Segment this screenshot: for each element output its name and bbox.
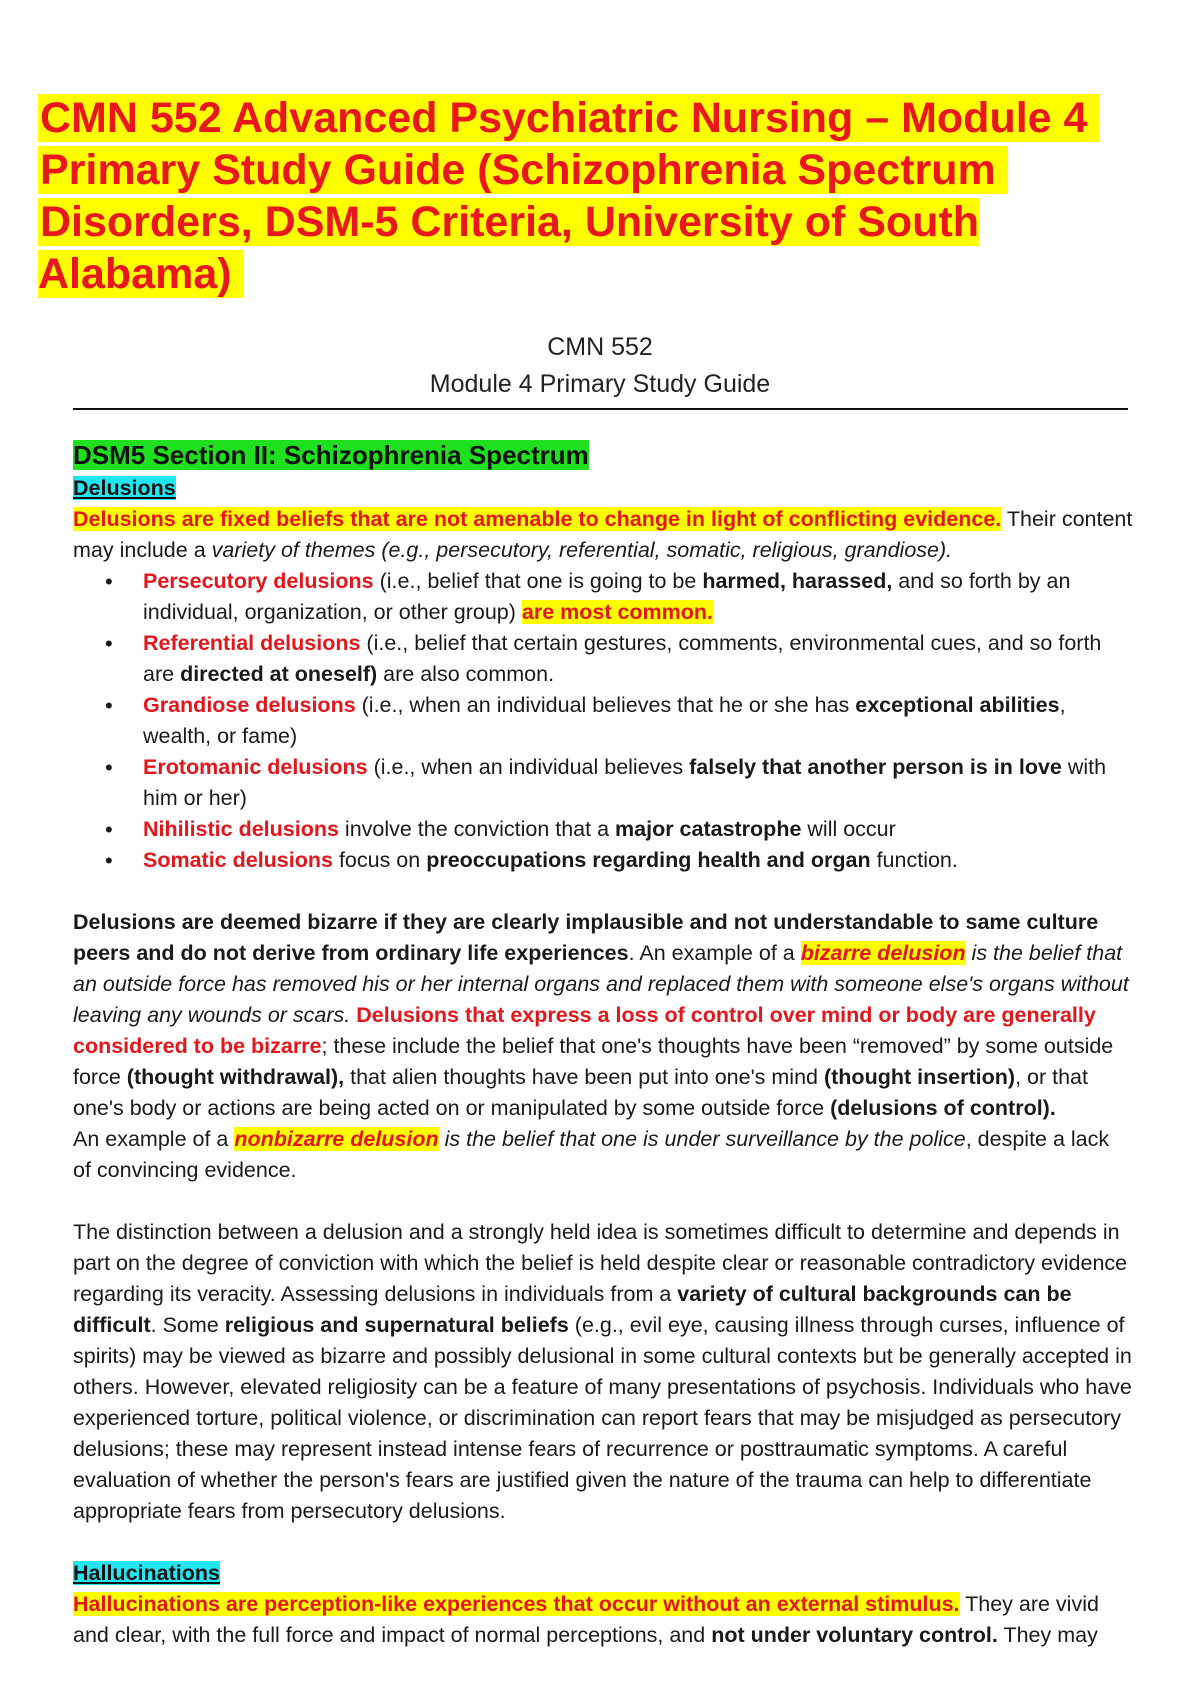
distinction-text: (e.g., evil eye, causing illness through curses, influence of spirits) may be viewed as bizarre and possibly delusional in some cultural contexts but be generally accepted in others. However, elevated religiosity can be a feature of many presentations of psychosis. Individuals who have experienced torture, political violence, or discrimination can report fears that may be misjudged as persecutory delusions; these may represent instead intense fears of recurrence or posttraumatic symptoms. A careful evaluation of whether the person's fears are justified given the nature of the trauma can help to differentiate appropriate fears from persecutory delusions.	[73, 1313, 1132, 1523]
bizarre-delusion-highlight: bizarre delusion	[800, 941, 966, 965]
list-item	[143, 690, 1133, 752]
definition-text: Their content may include a	[73, 507, 1133, 562]
delusions-definition	[73, 504, 1133, 566]
delusion-text: focus on	[332, 848, 427, 872]
delusion-term: Persecutory delusions	[143, 569, 374, 593]
hallucinations-definition	[73, 1589, 1133, 1651]
delusions-definition-highlight: Delusions are fixed beliefs that are not amenable to change in light of conflicting evidence.	[73, 507, 1002, 531]
hallucinations-bold: not under voluntary control.	[711, 1623, 998, 1647]
nonbizarre-delusion-highlight: nonbizarre delusion	[234, 1127, 439, 1151]
bizarre-text: that alien thoughts have been put into one's mind	[344, 1065, 824, 1089]
delusion-highlight: are most common.	[521, 600, 714, 624]
delusion-term: Somatic delusions	[143, 848, 333, 872]
delusion-term: Erotomanic delusions	[143, 755, 368, 779]
spacer	[73, 1527, 1133, 1558]
document-title	[38, 92, 1138, 300]
delusion-term: Grandiose delusions	[143, 693, 356, 717]
guide-subtitle: Module 4 Primary Study Guide	[429, 370, 771, 398]
delusion-text: and so forth by an individual, organization, or other group)	[143, 569, 1071, 624]
delusion-text: are also common.	[377, 662, 555, 686]
delusions-heading-line	[73, 473, 1133, 504]
bizarre-text: ; these include the belief that one's thoughts have been “removed” by some outside force	[73, 1034, 1114, 1089]
bizarre-text: . An example of a	[628, 941, 801, 965]
distinction-bold: variety of cultural backgrounds can be difficult	[73, 1282, 1072, 1337]
delusion-bold: major catastrophe	[615, 817, 802, 841]
section-heading: DSM5 Section II: Schizophrenia Spectrum	[73, 440, 589, 470]
delusion-bold: exceptional abilities	[855, 693, 1060, 717]
list-item	[143, 628, 1133, 690]
delusion-text: with him or her)	[143, 755, 1107, 810]
delusions-of-control: (delusions of control).	[830, 1096, 1056, 1120]
delusion-bold: directed at oneself)	[180, 662, 378, 686]
definition-themes: variety of themes (e.g., persecutory, referential, somatic, religious, grandiose).	[211, 538, 953, 562]
thought-insertion: (thought insertion)	[823, 1065, 1016, 1089]
distinction-paragraph	[73, 1217, 1133, 1527]
bizarre-text: An example of a	[73, 1127, 235, 1151]
delusion-text: will occur	[801, 817, 896, 841]
bizarre-text: , or that one's body or actions are being acted on or manipulated by some outside force	[73, 1065, 1088, 1120]
delusion-text: (i.e., belief that one is going to be	[373, 569, 703, 593]
bizarre-example: is the belief that an outside force has removed his or her internal organs and replaced them with someone else's organs without leaving any wounds or scars.	[73, 941, 1129, 1027]
hallucinations-text: They are vivid and clear, with the full force and impact of normal perceptions, and	[73, 1592, 1099, 1647]
bizarre-delusions-paragraph	[73, 907, 1133, 1186]
delusions-heading: Delusions	[73, 476, 176, 500]
list-item	[143, 566, 1133, 628]
list-item	[143, 814, 1133, 845]
delusion-types-list	[73, 566, 1133, 876]
hallucinations-heading: Hallucinations	[73, 1561, 220, 1585]
hallucinations-definition-highlight: Hallucinations are perception-like experiences that occur without an external stimulus.	[73, 1592, 960, 1616]
delusion-term: Referential delusions	[143, 631, 361, 655]
thought-withdrawal: (thought withdrawal),	[126, 1065, 345, 1089]
delusion-text: (i.e., when an individual believes that he or she has	[355, 693, 856, 717]
header-divider	[73, 408, 1128, 410]
list-item	[143, 752, 1133, 814]
delusion-text: involve the conviction that a	[338, 817, 616, 841]
section-heading-line	[73, 440, 1133, 473]
distinction-text: The distinction between a delusion and a strongly held idea is sometimes difficult to determine and depends in part on the degree of conviction with which the belief is held despite clear or reasonable contradictory evidence regarding its veracity. Assessing delusions in individuals from a	[73, 1220, 1128, 1306]
list-item	[143, 845, 1133, 876]
delusion-text: function.	[870, 848, 958, 872]
delusion-bold: falsely that another person is in love	[689, 755, 1062, 779]
distinction-bold: religious and supernatural beliefs	[224, 1313, 569, 1337]
title-line-2: Primary Study Guide (Schizophrenia Spectrum	[38, 146, 1008, 194]
delusion-text: (i.e., when an individual believes	[367, 755, 690, 779]
delusion-term: Nihilistic delusions	[143, 817, 339, 841]
delusion-bold: harmed, harassed,	[702, 569, 893, 593]
hallucinations-text: They may	[997, 1623, 1098, 1647]
spacer	[73, 1186, 1133, 1217]
bizarre-bold: Delusions are deemed bizarre if they are clearly implausible and not understandable to same culture peers and do not derive from ordinary life experiences	[73, 910, 1099, 965]
bizarre-text: , despite a lack of convincing evidence.	[73, 1127, 1110, 1182]
delusion-bold: preoccupations regarding health and organ	[426, 848, 871, 872]
delusion-text: (i.e., belief that certain gestures, comments, environmental cues, and so forth are	[143, 631, 1102, 686]
document-body	[73, 440, 1133, 1651]
title-line-3: Disorders, DSM-5 Criteria, University of South Alabama)	[38, 198, 980, 298]
course-code: CMN 552	[547, 333, 653, 361]
title-line-1: CMN 552 Advanced Psychiatric Nursing – Module 4	[38, 94, 1099, 142]
nonbizarre-example: is the belief that one is under surveillance by the police	[438, 1127, 966, 1151]
hallucinations-heading-line	[73, 1558, 1133, 1589]
delusion-text: , wealth, or fame)	[143, 693, 1066, 748]
spacer	[73, 876, 1133, 907]
loss-of-control-text: Delusions that express a loss of control over mind or body are generally considered to be bizarre	[73, 1003, 1096, 1058]
distinction-text: . Some	[150, 1313, 225, 1337]
